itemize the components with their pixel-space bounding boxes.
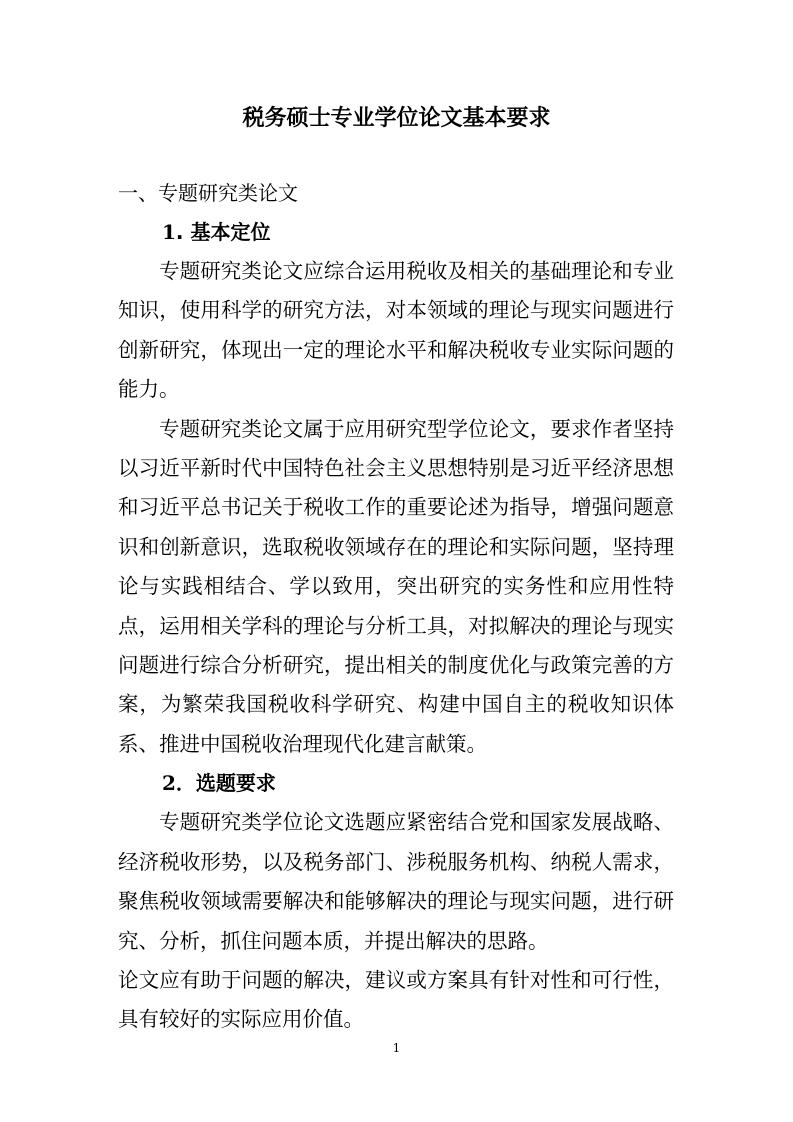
paragraph: 专题研究类论文属于应用研究型学位论文，要求作者坚持以习近平新时代中国特色社会主义思想特别是习近平经济思想和习近平总书记关于税收工作的重要论述为指导，增强问题意识和创新意识，选取税收领域存在的理论和实际问题，坚持理论与实践相结合、学以致用，突出研究的实务性和应用性特点，运用相关学科的理论与分析工具，对拟解决的理论与现实问题进行综合分析研究，提出相关的制度优化与政策完善的方案，为繁荣我国税收科学研究、构建中国自主的税收知识体系、推进中国税收治理现代化建言献策。 [118, 416, 674, 756]
page-number: 1 [392, 1041, 401, 1055]
subheading-label: 基本定位 [190, 220, 271, 244]
subheading-label: 选题要求 [195, 771, 276, 796]
paragraph: 专题研究类学位论文选题应紧密结合党和国家发展战略、经济税收形势，以及税务部门、涉税服务机构、纳税人需求，聚焦税收领域需要解决和能够解决的理论与现实问题，进行研究、分析，抓住问题本质，并提出解决的思路。 [118, 810, 674, 953]
paragraph: 专题研究类论文应综合运用税收及相关的基础理论和专业知识，使用科学的研究方法，对本领域的理论与现实问题进行创新研究，体现出一定的理论水平和解决税收专业实际问题的能力。 [118, 259, 674, 402]
subheading-separator: . [175, 220, 191, 244]
subheading-number: 2 [162, 771, 176, 796]
document-body [118, 174, 674, 1040]
section-heading: 一、专题研究类论文 [118, 181, 298, 205]
subheading-basic-positioning [118, 213, 674, 252]
page-title: 税务硕士专业学位论文基本要求 [242, 105, 551, 131]
subheading-number: 1 [162, 220, 176, 244]
paragraph: 论文应有助于问题的解决，建议或方案具有针对性和可行性，具有较好的实际应用价值。 [118, 967, 674, 1032]
subheading-topic-requirements [118, 764, 674, 803]
subheading-separator: ． [175, 771, 196, 796]
